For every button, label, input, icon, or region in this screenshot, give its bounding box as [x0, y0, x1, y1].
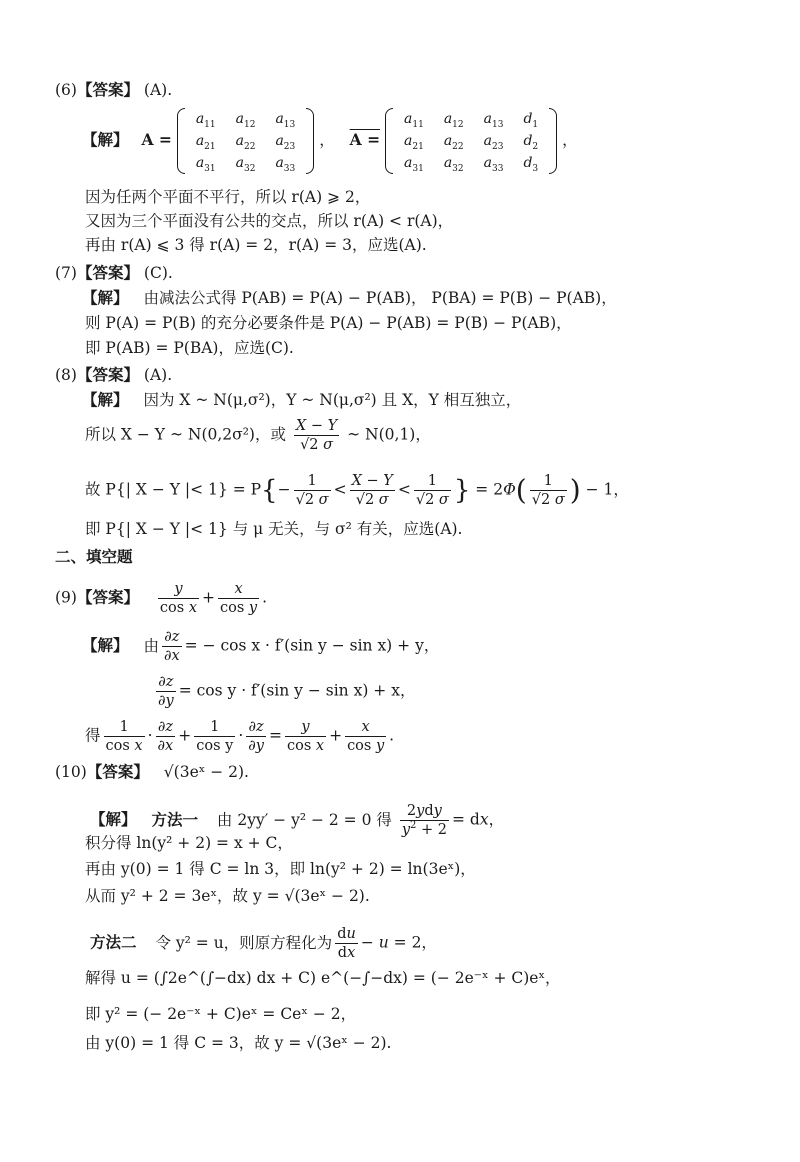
q6-answer: (A).: [143, 81, 173, 99]
q7-line-1: 【解】 由减法公式得 P(AB) = P(A) − P(AB)， P(BA) = P(B) − P(AB)，: [82, 288, 617, 307]
answer-label: 【答案】: [76, 587, 139, 607]
matrix-a-label: A =: [141, 130, 172, 149]
answer-label: 【答案】: [76, 80, 139, 99]
solution-label: 【解】: [82, 288, 129, 307]
solution-label: 【解】: [82, 390, 129, 409]
q7-line-3: 即 P(AB) = P(BA)，应选(C).: [85, 339, 294, 357]
q9-line-3: 得 $\frac{1}{\text{cos x}}$ · $\frac{\partial z}{\partial x}$ + $\frac{1}{\text{cos y}}$ · $\frac{\partial z}{\partial y}$ = $\frac{y}{\text{cos x}}$ + $\frac{x}{\text{cos y}}$ .: [85, 719, 395, 754]
method-1-label: 方法一: [151, 809, 198, 829]
q10-answer: √(3eˣ − 2).: [163, 763, 249, 781]
q8-line-2: 所以 X − Y ~ N(0,2σ²)，或 $\frac{X - Y}{√2 \sigma}$ ~ N(0,1)，: [85, 418, 431, 453]
q9-number: (9): [55, 588, 77, 607]
q8-answer-line: [55, 364, 172, 386]
q6-number: (6): [55, 81, 77, 99]
q9-line-2: $\frac{\partial z}{\partial y}$ = cos y · f′(sin y − sin x) + x，: [158, 674, 416, 709]
answer-label: 【答案】: [76, 263, 139, 282]
q8-line-4: 即 P{| X − Y |< 1} 与 μ 无关，与 σ² 有关，应选(A).: [85, 520, 463, 538]
q6-matrices: 【解】 A = $a_{11}$ $a_{12}$ $a_{13}$ $a_{21}$ $a_{22}$ $a_{23}$ $a_{31}$ $a_{32}$ $a_{33}$ ， A = $a_{11}$ $a_{12}$ $a_{13}$ $d_1$ $a_{21}$ $a_{22}$ $a_{23}$ $d_2$ $a_{31}$ $a_{32}$ $a_{33}$ $d_3$ ，: [82, 108, 578, 174]
solution-label: 【解】: [90, 809, 137, 829]
q7-line-2: 则 P(A) = P(B) 的充分必要条件是 P(A) − P(AB) = P(B) − P(AB)，: [85, 314, 572, 332]
q7-number: (7): [55, 264, 77, 282]
section-heading: 二、填空题: [55, 547, 133, 566]
fraction: $\frac{y}{\text{cos x}}$: [159, 581, 198, 616]
q6-line-3: 再由 r(A) ⩽ 3 得 r(A) = 2，r(A) = 3，应选(A).: [85, 236, 427, 254]
q7-answer-line: [55, 262, 173, 284]
q6-line-1: 因为任两个平面不平行，所以 r(A) ⩾ 2，: [85, 188, 371, 206]
q8-number: (8): [55, 366, 77, 384]
fraction: $\frac{X - Y}{√2 \sigma}$: [295, 418, 338, 453]
q10-method2-line-2: 解得 u = (∫2e^(∫−dx) dx + C) e^(−∫−dx) = (− 2e⁻ˣ + C)eˣ，: [85, 969, 561, 987]
matrix-abar-label: A =: [349, 130, 381, 149]
q8-answer: (A).: [143, 366, 173, 384]
q10-answer-line: [55, 761, 249, 783]
matrix-abar: $a_{11}$ $a_{12}$ $a_{13}$ $d_1$ $a_{21}$ $a_{22}$ $a_{23}$ $d_2$ $a_{31}$ $a_{32}$ $a_{33}$ $d_3$: [385, 108, 557, 174]
answer-label: 【答案】: [76, 365, 139, 384]
q6-line-2: 又因为三个平面没有公共的交点，所以 r(A) < r(A)，: [85, 212, 454, 230]
q6-answer-line: [55, 79, 172, 101]
answer-label: 【答案】: [86, 762, 149, 781]
q10-method1-line-1: 【解】 方法一 由 2yy′ − y² − 2 = 0 得 $\frac{\text{2ydy}}{y^2 + 2}$ = dx，: [90, 803, 505, 838]
q10-method1-line-3: 再由 y(0) = 1 得 C = ln 3，即 ln(y² + 2) = ln(3eˣ)，: [85, 860, 476, 878]
q10-method1-line-2: 积分得 ln(y² + 2) = x + C，: [85, 834, 293, 852]
q8-line-3: 故 P{| X − Y |< 1} = P{− $\frac{1}{√2 \sigma}$ < $\frac{X - Y}{√2 \sigma}$ < $\frac{1}{√2 \sigma}$ } = 2Φ( $\frac{1}{√2 \sigma}$ ) − 1，: [85, 473, 629, 508]
solution-label: 【解】: [82, 635, 129, 655]
solution-label: 【解】: [82, 130, 129, 149]
q10-method1-line-4: 从而 y² + 2 = 3eˣ，故 y = √(3eˣ − 2).: [85, 887, 370, 905]
q10-method2-line-4: 由 y(0) = 1 得 C = 3，故 y = √(3eˣ − 2).: [85, 1034, 392, 1052]
matrix-a: $a_{11}$ $a_{12}$ $a_{13}$ $a_{21}$ $a_{22}$ $a_{23}$ $a_{31}$ $a_{32}$ $a_{33}$: [177, 108, 314, 174]
q8-line-1: 【解】 因为 X ~ N(μ,σ²)，Y ~ N(μ,σ²) 且 X，Y 相互独立，: [82, 390, 522, 409]
q7-answer: (C).: [143, 264, 173, 282]
q9-answer-line: (9)【答案】 $\frac{y}{\text{cos x}}$ + $\frac{x}{\text{cos y}}$ .: [55, 581, 268, 616]
q10-method2-line-1: 方法二 令 y² = u，则原方程化为 $\frac{du}{dx}$ − u = 2，: [90, 926, 437, 961]
q9-line-1: 【解】 由 $\frac{\partial z}{\partial x}$ = − cos x · f′(sin y − sin x) + y，: [82, 629, 440, 664]
method-2-label: 方法二: [90, 932, 137, 952]
q10-number: (10): [55, 763, 87, 781]
q10-method2-line-3: 即 y² = (− 2e⁻ˣ + C)eˣ = Ceˣ − 2，: [85, 1005, 357, 1023]
